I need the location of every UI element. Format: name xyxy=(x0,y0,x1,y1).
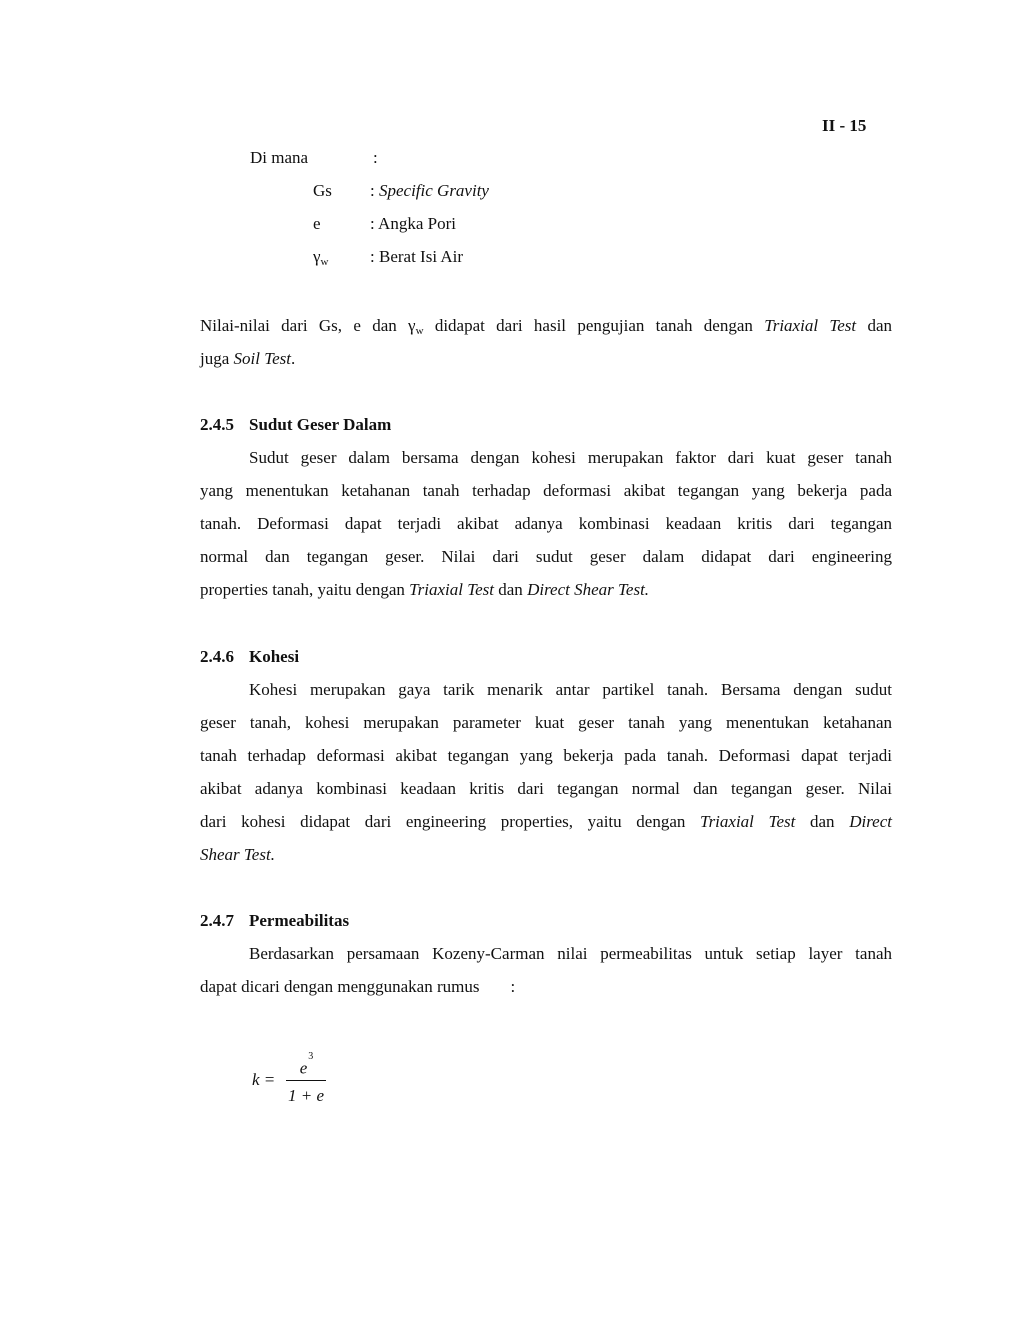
paragraph-line: properties tanah, yaitu dengan Triaxial Test dan Direct Shear Test. xyxy=(200,580,650,599)
paragraph-line: juga Soil Test. xyxy=(200,349,296,368)
intro-paragraph xyxy=(200,309,892,375)
paragraph-line: tanah terhadap deformasi akibat tegangan yang bekerja pada tanah. Deformasi dapat terjadi xyxy=(200,746,892,765)
section-2-4-7 xyxy=(200,904,892,1003)
section-2-4-5 xyxy=(200,408,892,606)
paragraph-line: dari kohesi didapat dari engineering properties, yaitu dengan Triaxial Test dan Direct xyxy=(200,812,892,831)
formula-fraction xyxy=(286,1052,326,1107)
page-number: II - 15 xyxy=(822,116,867,135)
paragraph-line: Kohesi merupakan gaya tarik menarik antar partikel tanah. Bersama dengan sudut xyxy=(249,680,892,699)
section-heading: 2.4.7 Permeabilitas xyxy=(200,911,350,930)
fraction-bar xyxy=(286,1080,326,1081)
section-heading: 2.4.6 Kohesi xyxy=(200,647,300,666)
paragraph-line: Nilai-nilai dari Gs, e dan $\gamma_w$ didapat dari hasil pengujian tanah dengan Triaxial Test dan xyxy=(200,316,892,337)
formula-denominator: 1 + e xyxy=(287,1086,325,1105)
section-2-4-6 xyxy=(200,640,892,871)
definition-meaning: : Specific Gravity xyxy=(370,181,489,200)
paragraph-line: tanah. Deformasi dapat terjadi akibat adanya kombinasi keadaan kritis dari tegangan xyxy=(200,514,892,533)
formula-numerator: $e^3$ xyxy=(299,1051,314,1078)
section-heading: 2.4.5 Sudut Geser Dalam xyxy=(200,415,392,434)
definition-symbol: $\gamma_w$ xyxy=(313,247,329,268)
formula-lhs: k = xyxy=(252,1070,276,1089)
definition-meaning: : Angka Pori xyxy=(370,214,456,233)
paragraph-line: normal dan tegangan geser. Nilai dari sudut geser dalam didapat dari engineering xyxy=(200,547,892,566)
paragraph-line: dapat dicari dengan menggunakan rumus : xyxy=(200,977,516,996)
paragraph-line: Berdasarkan persamaan Kozeny-Carman nilai permeabilitas untuk setiap layer tanah xyxy=(249,944,892,963)
paragraph-line: Sudut geser dalam bersama dengan kohesi merupakan faktor dari kuat geser tanah xyxy=(249,448,892,467)
paragraph-line: geser tanah, kohesi merupakan parameter kuat geser tanah yang menentukan ketahanan xyxy=(200,713,892,732)
paragraph-line: Shear Test. xyxy=(200,845,275,864)
paragraph-line: akibat adanya kombinasi keadaan kritis dari tegangan normal dan tegangan geser. Nilai xyxy=(200,779,892,798)
definition-symbol: e xyxy=(313,214,321,233)
definition-meaning: : Berat Isi Air xyxy=(370,247,464,266)
paragraph-line: yang menentukan ketahanan tanah terhadap deformasi akibat tegangan yang bekerja pada xyxy=(200,481,892,500)
definitions-intro-colon: : xyxy=(373,148,378,167)
definitions-intro: Di mana xyxy=(250,148,309,167)
definition-symbol: Gs xyxy=(313,181,332,200)
